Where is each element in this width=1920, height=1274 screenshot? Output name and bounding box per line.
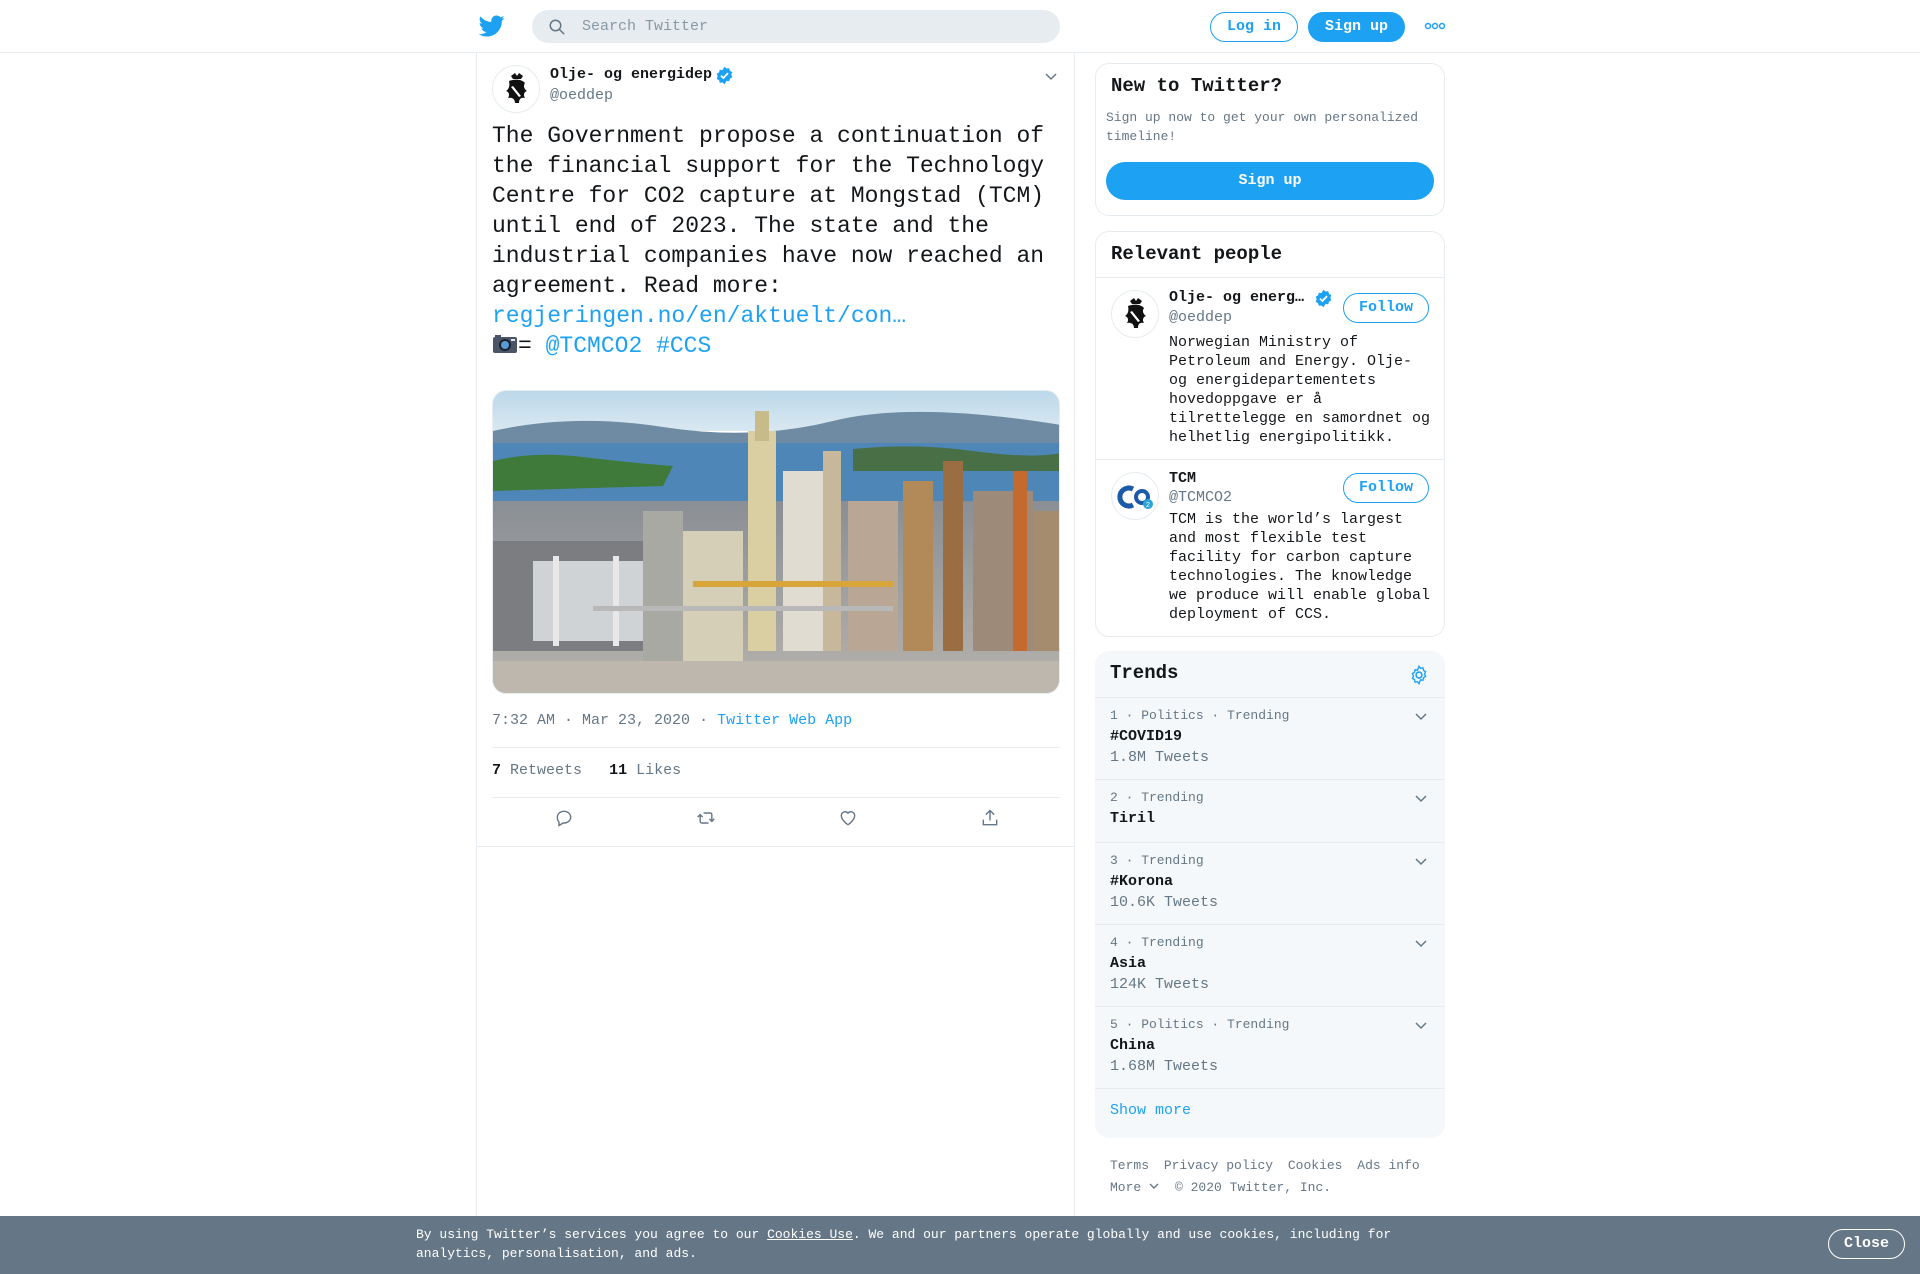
- new-to-twitter-card: [1095, 63, 1445, 216]
- retweet-icon: [695, 808, 717, 828]
- cookie-message: [416, 1225, 1426, 1263]
- reply-button[interactable]: [544, 798, 584, 838]
- signup-button[interactable]: Sign up: [1308, 12, 1405, 42]
- chevron-down-icon[interactable]: [1413, 1017, 1429, 1033]
- relevant-people-title: Relevant people: [1111, 243, 1283, 265]
- trend-meta: 5 · Politics · Trending: [1110, 1017, 1290, 1032]
- tweet-time[interactable]: 7:32 AM · Mar 23, 2020: [492, 712, 691, 729]
- show-more-row[interactable]: [1095, 1088, 1445, 1138]
- cookies-use-link[interactable]: Cookies Use: [767, 1227, 853, 1242]
- close-cookie-button[interactable]: Close: [1828, 1229, 1905, 1259]
- divider: [492, 747, 1060, 748]
- share-button[interactable]: [970, 798, 1010, 838]
- svg-text:2: 2: [1146, 502, 1150, 509]
- retweets-stat[interactable]: [492, 762, 582, 779]
- chevron-down-icon[interactable]: [1413, 853, 1429, 869]
- retweet-button[interactable]: [686, 798, 726, 838]
- footer-link-privacy[interactable]: Privacy policy: [1163, 1158, 1274, 1173]
- cookie-text-after: . We and our partners operate globally and use cookies, including for analytics, personalisation, and ads.: [416, 1227, 1392, 1261]
- author-avatar[interactable]: [492, 65, 540, 113]
- tweet-photo[interactable]: [492, 390, 1060, 694]
- trend-count: 1.68M Tweets: [1110, 1058, 1219, 1075]
- trend-meta: 1 · Politics · Trending: [1110, 708, 1290, 723]
- verified-badge-icon: [1314, 289, 1333, 308]
- twitter-logo-icon[interactable]: [478, 13, 506, 39]
- likes-stat[interactable]: [609, 762, 681, 779]
- tweet-link[interactable]: regjeringen.no/en/aktuelt/con…: [492, 303, 907, 329]
- photo-credit-equals: =: [518, 333, 532, 359]
- login-button[interactable]: Log in: [1210, 12, 1298, 42]
- settings-gear-icon[interactable]: [1408, 664, 1430, 686]
- person-card[interactable]: [1096, 460, 1444, 638]
- like-button[interactable]: [828, 798, 868, 838]
- trend-name: Tiril: [1110, 810, 1156, 827]
- more-options-icon[interactable]: [1424, 18, 1446, 34]
- follow-button[interactable]: Follow: [1343, 293, 1429, 323]
- person-name[interactable]: Olje- og energ…: [1169, 289, 1305, 306]
- trend-meta: 4 · Trending: [1110, 935, 1204, 950]
- trends-title: Trends: [1110, 662, 1179, 684]
- person-bio: TCM is the world’s largest and most flexible test facility for carbon capture technologies. The knowledge we produce will enable global deployment of CCS.: [1169, 511, 1431, 623]
- trend-count: 1.8M Tweets: [1110, 749, 1210, 766]
- footer-link-ads-info[interactable]: Ads info: [1357, 1158, 1420, 1173]
- meta-separator: ·: [699, 712, 709, 729]
- person-bio: Norwegian Ministry of Petroleum and Energy. Olje- og energidepartementets hovedoppgave er å tilrettelegge en samordnet og helhetlig energipolitikk.: [1169, 334, 1431, 446]
- trend-count: 124K Tweets: [1110, 976, 1210, 993]
- chevron-down-icon: [1148, 1181, 1160, 1191]
- trend-name: China: [1110, 1037, 1156, 1054]
- tcm-co2-logo-icon: [1112, 473, 1159, 520]
- trend-item[interactable]: [1095, 924, 1445, 1006]
- heart-icon: [838, 808, 858, 828]
- new-to-twitter-title: New to Twitter?: [1111, 75, 1283, 97]
- trend-item[interactable]: [1095, 1006, 1445, 1088]
- footer-more-label: More: [1110, 1180, 1142, 1195]
- hashtag-link[interactable]: #CCS: [656, 333, 712, 359]
- chevron-down-icon[interactable]: [1042, 67, 1060, 85]
- person-handle: @TCMCO2: [1169, 489, 1233, 506]
- trend-item[interactable]: [1095, 779, 1445, 842]
- reply-icon: [554, 808, 574, 828]
- trend-name: Asia: [1110, 955, 1147, 972]
- tweet-text: [492, 121, 1062, 361]
- cookie-banner: [0, 1216, 1920, 1274]
- retweets-count: 7: [492, 762, 502, 779]
- likes-count: 11: [609, 762, 628, 779]
- tweet-source[interactable]: Twitter Web App: [717, 712, 853, 729]
- trend-count: 10.6K Tweets: [1110, 894, 1219, 911]
- norway-lion-crest-icon: [1112, 291, 1159, 338]
- search-icon: [548, 18, 566, 36]
- footer-link-cookies[interactable]: Cookies: [1287, 1158, 1343, 1173]
- person-handle: @oeddep: [1169, 309, 1233, 326]
- author-name[interactable]: Olje- og energidep: [550, 66, 713, 83]
- chevron-down-icon[interactable]: [1413, 935, 1429, 951]
- relevant-people-card: [1095, 231, 1445, 637]
- industrial-plant-photo: [493, 391, 1060, 694]
- show-more-link[interactable]: Show more: [1110, 1102, 1192, 1119]
- trend-meta: 3 · Trending: [1110, 853, 1204, 868]
- new-to-twitter-subtitle: Sign up now to get your own personalized timeline!: [1106, 110, 1419, 144]
- retweets-label: Retweets: [510, 762, 583, 779]
- chevron-down-icon[interactable]: [1413, 708, 1429, 724]
- chevron-down-icon[interactable]: [1413, 790, 1429, 806]
- trend-meta: 2 · Trending: [1110, 790, 1204, 805]
- copyright: © 2020 Twitter, Inc.: [1175, 1180, 1332, 1195]
- footer-link-terms[interactable]: Terms: [1110, 1158, 1150, 1173]
- trends-card: [1095, 651, 1445, 1138]
- main-column: [476, 53, 1075, 1274]
- tweet-body: The Government propose a continuation of the financial support for the Technology Centre for CO2 capture at Mongstad (TCM) until end of 2023. The state and the industrial companies have now reached an agreement. Read more:: [492, 123, 1045, 299]
- mention-link[interactable]: @TCMCO2: [545, 333, 643, 359]
- cookie-text-before: By using Twitter’s services you agree to our: [416, 1227, 768, 1242]
- trend-item[interactable]: [1095, 842, 1445, 924]
- tweet-actions: [492, 798, 1060, 838]
- author-handle[interactable]: @oeddep: [550, 87, 614, 104]
- person-name[interactable]: TCM: [1169, 470, 1197, 487]
- top-bar: [0, 0, 1920, 53]
- tweet-meta: [492, 712, 852, 729]
- person-avatar[interactable]: [1111, 290, 1159, 338]
- sidebar-footer: [1110, 1155, 1427, 1199]
- share-icon: [980, 808, 1000, 828]
- likes-label: Likes: [636, 762, 682, 779]
- trend-name: #COVID​19: [1110, 728, 1183, 745]
- trend-item[interactable]: [1095, 697, 1445, 779]
- tweet: [477, 53, 1074, 847]
- camera-emoji-icon: [492, 334, 518, 354]
- footer-more[interactable]: [1110, 1180, 1160, 1195]
- verified-badge-icon: [715, 66, 734, 85]
- norway-lion-crest-icon: [493, 66, 540, 113]
- sidebar-signup-button[interactable]: Sign up: [1106, 162, 1434, 200]
- trend-name: #Korona: [1110, 873, 1174, 890]
- person-avatar[interactable]: [1111, 472, 1159, 520]
- search-input[interactable]: [582, 14, 1042, 38]
- tweet-stats: [492, 762, 681, 779]
- person-card[interactable]: [1096, 278, 1444, 459]
- search-box[interactable]: [532, 10, 1060, 43]
- follow-button[interactable]: Follow: [1343, 473, 1429, 503]
